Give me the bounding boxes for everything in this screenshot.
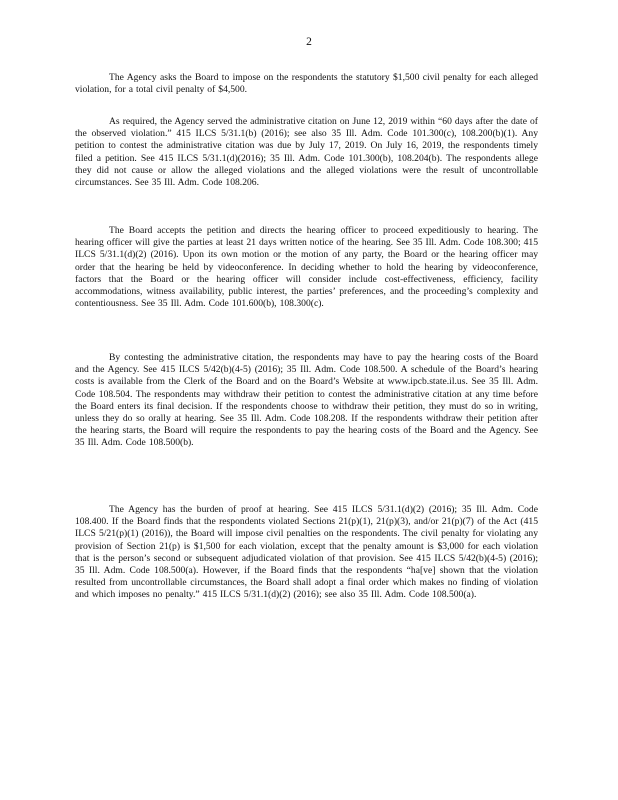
paragraph-hearing-acceptance: The Board accepts the petition and directs the hearing officer to proceed expeditiously to hearing. The hearing officer will give the parties at least 21 days written notice of the hearing. See 35 Ill. Adm. Code 108.300; 415 ILCS 5/31.1(d)(2) (2016). Upon its own motion or the motion of any party, the Board or the hearing officer may order that the hearing be held by videoconference. In deciding whether to hold the hearing by videoconference, factors that the Board or the hearing officer will consider include cost-effectiveness, efficiency, facility accommodations, witness availability, public interest, the parties’ preferences, and the proceeding’s complexity and contentiousness. See 35 Ill. Adm. Code 101.600(b), 108.300(c).: [75, 225, 538, 310]
paragraph-burden-of-proof: The Agency has the burden of proof at hearing. See 415 ILCS 5/31.1(d)(2) (2016); 35 Ill. Adm. Code 108.400. If the Board finds that the respondents violated Sections 21(p)(1), 21(p)(3), and/or 21(p)(7) of the Act (415 ILCS 5/21(p)(1) (2016)), the Board will impose civil penalties on the respondents. The civil penalty for violating any provision of Section 21(p) is $1,500 for each violation, except that the penalty amount is $3,000 for each violation that is the person’s second or subsequent adjudicated violation of that provision. See 415 ILCS 5/42(b)(4-5) (2016); 35 Ill. Adm. Code 108.500(a). However, if the Board finds that the respondents “ha[ve] shown that the violation resulted from uncontrollable circumstances, the Board shall adopt a final order which makes no finding of violation and which imposes no penalty.” 415 ILCS 5/31.1(d)(2) (2016); see also 35 Ill. Adm. Code 108.500(a).: [75, 504, 538, 601]
paragraph-penalty-request: The Agency asks the Board to impose on the respondents the statutory $1,500 civil penalty for each alleged violation, for a total civil penalty of $4,500.: [75, 72, 538, 96]
paragraph-hearing-costs: By contesting the administrative citation, the respondents may have to pay the hearing costs of the Board and the Agency. See 415 ILCS 5/42(b)(4-5) (2016); 35 Ill. Adm. Code 108.500. A schedule of the Board’s hearing costs is available from the Clerk of the Board and on the Board’s Website at www.ipcb.state.il.us. See 35 Ill. Adm. Code 108.504. The respondents may withdraw their petition to contest the administrative citation at any time before the Board enters its final decision. If the respondents choose to withdraw their petition, they must do so in writing, unless they do so orally at hearing. See 35 Ill. Adm. Code 108.208. If the respondents withdraw their petition after the hearing starts, the Board will require the respondents to pay the hearing costs of the Board and the Agency. See 35 Ill. Adm. Code 108.500(b).: [75, 352, 538, 449]
page-number: 2: [306, 36, 312, 48]
paragraph-citation-service: As required, the Agency served the administrative citation on June 12, 2019 within “60 days after the date of the observed violation.” 415 ILCS 5/31.1(b) (2016); see also 35 Ill. Adm. Code 101.300(c), 108.200(b)(1). Any petition to contest the administrative citation was due by July 17, 2019. On July 16, 2019, the respondents timely filed a petition. See 415 ILCS 5/31.1(d)(2016); 35 Ill. Adm. Code 101.300(b), 108.204(b). The respondents allege they did not cause or allow the alleged violations and the alleged violations were the result of uncontrollable circumstances. See 35 Ill. Adm. Code 108.206.: [75, 116, 538, 189]
